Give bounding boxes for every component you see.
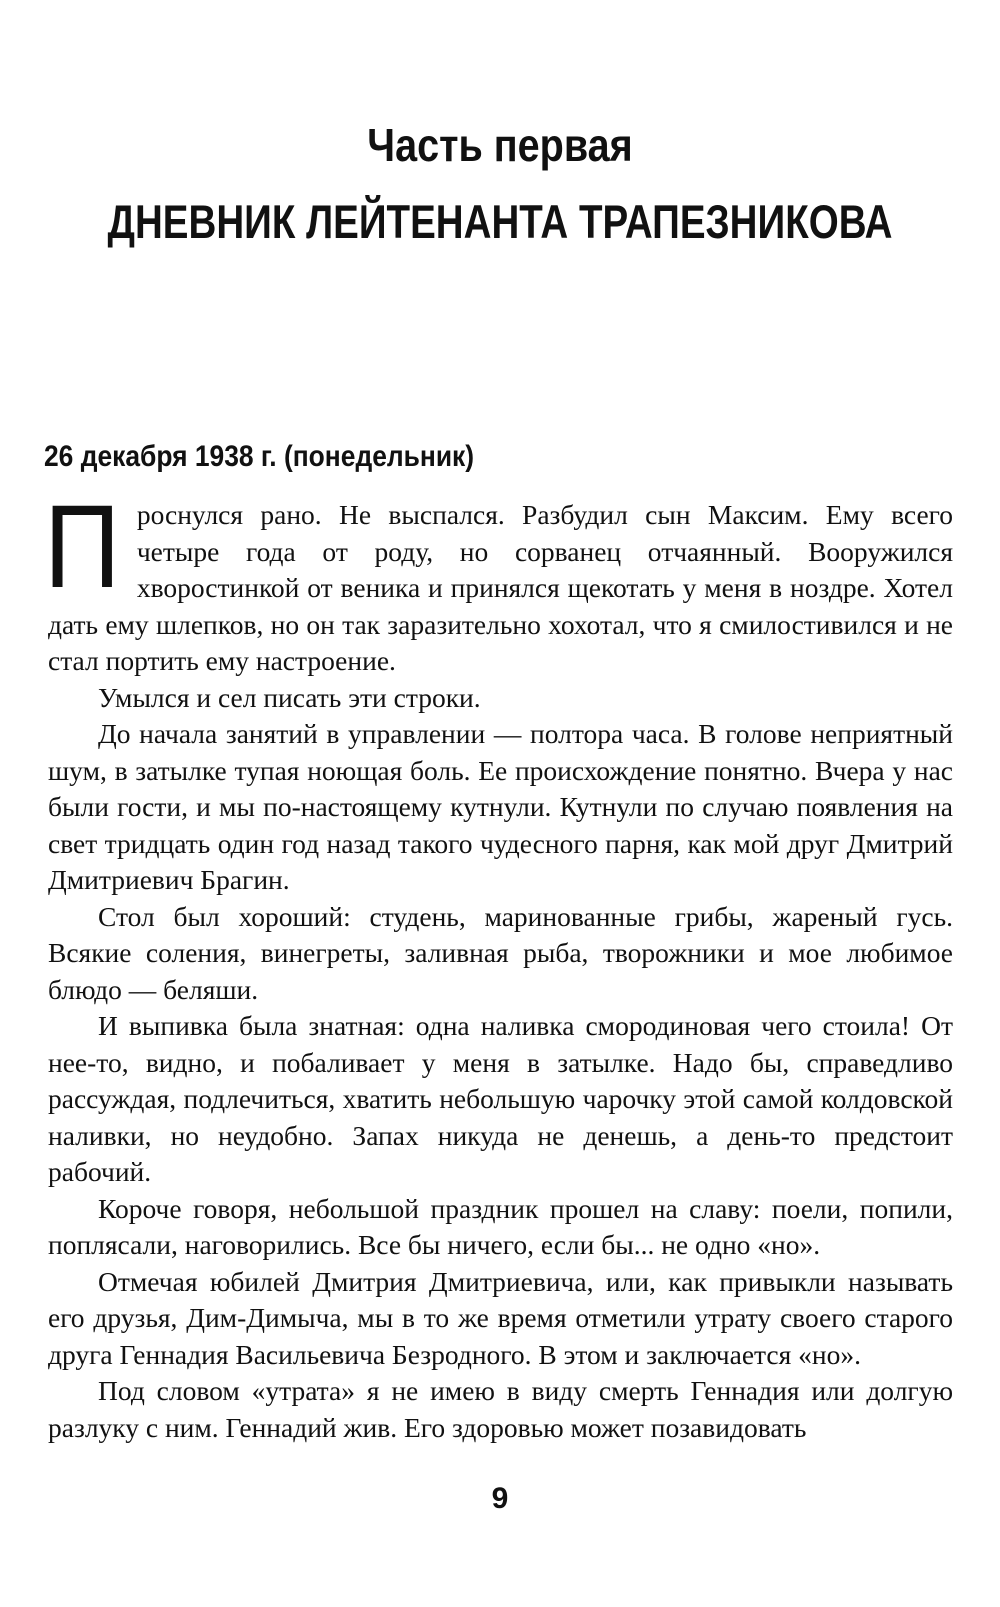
entry-date-heading: 26 декабря 1938 г. (понедельник) [44, 440, 475, 473]
paragraph: Умылся и сел писать эти строки. [98, 681, 481, 713]
paragraph: Проснулся рано. Не выспался. Разбудил сын Максим. Ему всего четыре года от роду, но сорванец отчаянный. Вооружился хворостинкой от веника и принялся щекотать у меня в ноздре. Хотел дать ему шлепков, но он так заразительно хохотал, что я смилостивился и не стал портить ему настроение. [44, 481, 953, 676]
paragraph: Короче говоря, небольшой праздник прошел на славу: поели, попили, поплясали, наговорились. Все бы ничего, если бы... не одно «но». [48, 1192, 953, 1260]
book-title: ДНЕВНИК ЛЕЙТЕНАНТА ТРАПЕЗНИКОВА [107, 195, 893, 248]
drop-cap: П [44, 481, 121, 613]
diary-body-text [44, 481, 953, 1446]
paragraph: Под словом «утрата» я не имею в виду смерть Геннадия или долгую разлуку с ним. Геннадий жив. Его здоровью может позавидовать [48, 1375, 953, 1443]
paragraph: Отмечая юбилей Дмитрия Дмитриевича, или, как привыкли называть его друзья, Дим-Димыча, мы в то же время отметили утрату своего старого друга Геннадия Васильевича Безродного. В этом и заключается «но». [48, 1265, 953, 1370]
paragraph: До начала занятий в управлении — полтора часа. В голове неприятный шум, в затылке тупая ноющая боль. Ее происхождение понятно. Вчера у нас были гости, и мы по-настоящему кутнули. Кутнули по случаю появления на свет тридцать один год назад такого чудесного парня, как мой друг Дмитрий Дмитриевич Брагин. [48, 718, 953, 895]
part-title: Часть первая [367, 119, 633, 171]
paragraph: Стол был хороший: студень, маринованные грибы, жареный гусь. Всякие соления, винегреты, заливная рыба, творожники и мое любимое блюдо — беляши. [48, 900, 953, 1005]
paragraph: И выпивка была знатная: одна наливка смородиновая чего стоила! От нее-то, видно, и побаливает у меня в затылке. Надо бы, справедливо рассуждая, подлечиться, хватить небольшую чарочку этой самой колдовской наливки, но неудобно. Запах никуда не денешь, а день-то предстоит рабочий. [48, 1010, 953, 1187]
page-number: 9 [491, 1482, 509, 1515]
